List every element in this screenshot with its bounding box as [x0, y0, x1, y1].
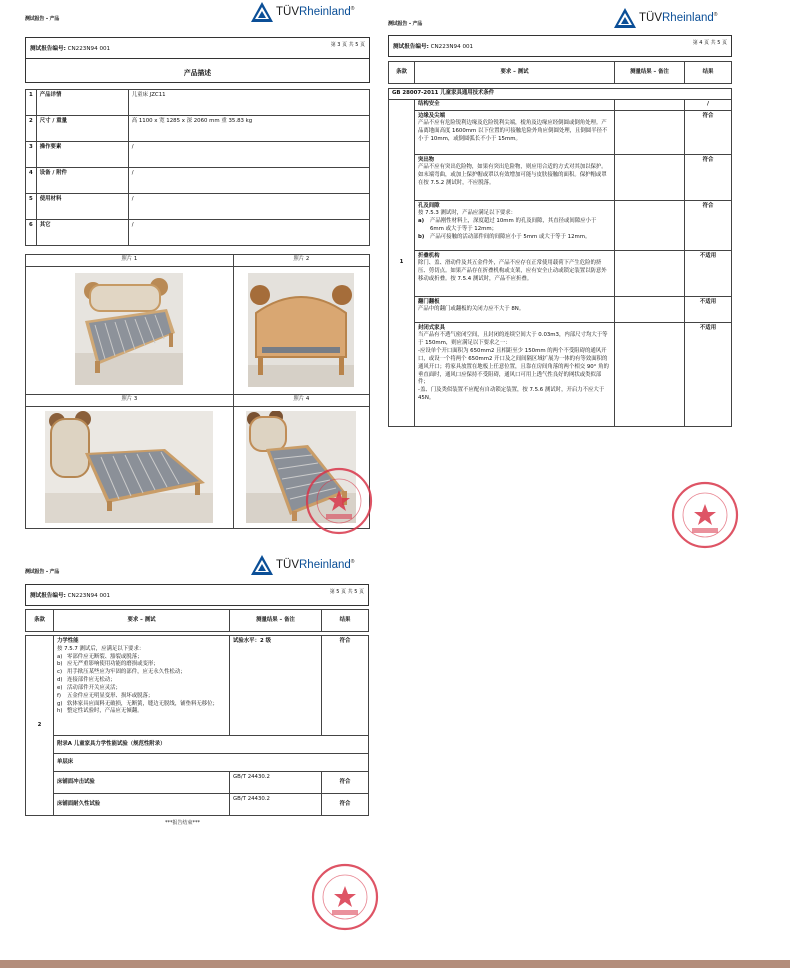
table-row: 床铺面耐久性试验 GB/T 24430.2 符合 — [26, 794, 369, 816]
header-label: 测试报告 – 产品 — [25, 569, 60, 575]
table-row: 5 使用材料 / — [26, 194, 370, 220]
column-header-table: 条款 要求 – 测试 测量结果 – 备注 结果 — [388, 61, 732, 84]
end-of-report-note: ***报告结束*** — [165, 820, 201, 826]
report-number-box: 测试报告编号: CN223N94 001 第 5 页 共 5 页 — [25, 584, 369, 606]
requirement-row: 2 力学性能 按 7.5.7 测试后，应满足以下要求： a) 零部件应无断裂、豁裂或脱落； b) 应无严重影响使用功能的磨损或变形； c) 用手揿压某些应为牢固的部件，应无永久性松动； d) 连接部件应无松动； e) 活动部件开关应灵活； f) 五金件应无明显变形、损坏或脱落； g) 软体家具应面料无破损，无断簧，缝边无脱线，铺垫料无移位； h) 整定性试验时，产品应无倾翻。 试验水平：2 级 符合 — [26, 636, 369, 736]
column-header-table: 条款 要求 – 测试 测量结果 – 备注 结果 — [25, 609, 369, 632]
inspection-seal-stamp — [670, 480, 740, 550]
bed-photo-1 — [75, 273, 183, 385]
report-page-4 — [388, 2, 732, 432]
photo-caption: 照片 1 — [26, 255, 234, 267]
photo-2-cell — [233, 267, 369, 395]
product-info-table — [25, 89, 370, 246]
tuv-triangle-icon — [251, 555, 273, 575]
tuv-logo: TÜVRheinland® — [614, 8, 717, 28]
page-header — [25, 555, 369, 577]
photo-caption: 照片 3 — [26, 395, 234, 407]
photo-3-cell — [26, 407, 234, 529]
page-number: 第 4 页 共 5 页 — [692, 40, 727, 46]
bottom-decorative-band — [0, 960, 790, 968]
clause-number: 2 — [26, 636, 54, 816]
mechanical-table — [25, 635, 369, 816]
section-title-box — [25, 59, 370, 83]
table-row: 6 其它 / — [26, 220, 370, 246]
report-number-box: 测试报告编号: CN223N94 001 第 4 页 共 5 页 — [388, 35, 732, 57]
inspection-seal-stamp — [310, 862, 380, 932]
table-row: 3 操作要素 / — [26, 142, 370, 168]
header-label: 测试报告 – 产品 — [388, 21, 423, 27]
requirement-row: 孔及间隙 按 7.5.3 测试时，产品应满足以下要求： a) 产品刚性材料上，深度超过 10mm 的孔及间隙，其直径或间隙应小于 6mm 或大于等于 12mm； b) 产品可接触的活动部件间的间隙应小于 5mm 或大于等于 12mm。 符合 — [389, 200, 732, 250]
table-row: 1 产品详情 儿童床 JZC11 — [26, 90, 370, 116]
photo-1-cell — [26, 267, 234, 395]
single-bed-row: 单层床 — [26, 754, 369, 772]
photo-caption: 照片 4 — [233, 395, 369, 407]
standard-title: GB 28007-2011 儿童家具通用技术条件 — [389, 89, 732, 100]
tuv-triangle-icon — [614, 8, 636, 28]
bed-photo-3 — [45, 411, 213, 523]
report-number-box: 测试报告编号: CN223N94 001 第 3 页 共 5 页 — [25, 37, 370, 59]
requirement-row: 边缘及尖端 产品不应有危险锐利边缘及危险锐利尖端，棱角及边缘应经倒圆或倒角处理。产品离地面高度 1600mm 以下位置的可接触危险外角应倒圆处理，且倒圆半径不小于 10mm，或倒圆弧长不小于 15mm。 符合 — [389, 110, 732, 154]
requirements-table: GB 28007-2011 儿童家具通用技术条件 1 结构安全 / 边缘及尖端 产品不应有危险锐利边缘及危险锐利尖端，棱角及边缘应经倒圆或倒角处理。产品离地面高度 1600mm 以下位置的可接触危险外角应倒圆处理，且倒圆半径不小于 10mm，或倒圆弧长不小于 15mm。 符合 突出物 产品不应有突出危险物，如果有突出危险物，则应用合适的方式对其加以保护。如末端弯曲，或加上保护帽或罩以有效增加可能与皮肤接触的面积。保护帽或罩在按 7.5.2 测试时，不应脱落。 符合 孔及间隙 按 7.5.3 测试时，产品应满足以下要求： a) 产品刚性材料上，深度超过 10mm 的孔及间隙，其直径或间隙应小于 6mm 或大于等于 12mm； b) 产品可接触的活动部件间的间隙应小于 5mm 或大于等于 12mm。 符合 折叠机构 除门、盖、滑动件及其五金件外，产品不应存在正常使用载荷下产生危险的挤压、剪切点。如果产品存在折叠机构或支架，应有安全止动或锁定装置以防意外移动或折叠。按 7.5.4 测试时，产品不应折叠。 不适用 翻门翻板 产品中的翻门或翻板的关闭力应不大于 8N。 不适用 封闭式家具 当产品有不透气密闭空间，且封闭的连续空间大于 0.03m3，内部尺寸均大于等于 150mm，则应满足以下要求之一： -应设单个开口面积为 650mm2 且相距至少 150mm 的两个不受阻碍的通风开口，或设一个将两个 650mm2 开口及之间间隔区域扩展为一体的有等效面积的通风开口；将家具放置在地板上任意位置，且靠在房间角落的两个相交 90° 角的垂直面时，通风口应保持不受阻碍，通风口可用上透气性良好的网状或类似部件； -盖、门及类似装置不应配有自动锁定装置，按 7.5.6 测试时，开启力不应大于 45N。 不适用 — [388, 88, 732, 427]
table-row: 4 设备 / 附件 / — [26, 168, 370, 194]
requirement-row: 封闭式家具 当产品有不透气密闭空间，且封闭的连续空间大于 0.03m3，内部尺寸均大于等于 150mm，则应满足以下要求之一： -应设单个开口面积为 650mm2 且相距至少 150mm 的两个不受阻碍的通风开口，或设一个将两个 650mm2 开口及之间间隔区域扩展为一体的有等效面积的通风开口；将家具放置在地板上任意位置，且靠在房间角落的两个相交 90° 角的垂直面时，通风口应保持不受阻碍，通风口可用上透气性良好的网状或类似部件； -盖、门及类似装置不应配有自动锁定装置，按 7.5.6 测试时，开启力不应大于 45N。 不适用 — [389, 322, 732, 426]
header-label: 测试报告 – 产品 — [25, 16, 60, 22]
section-title: 产品描述 — [183, 69, 212, 77]
annex-row: 附录A 儿童家具力学性能试验（规范性附录） — [26, 736, 369, 754]
clause-number: 1 — [389, 99, 415, 426]
table-row: 2 尺寸 / 重量 高 1100 x 宽 1285 x 深 2060 mm 重 35.83 kg — [26, 116, 370, 142]
inspection-seal-stamp — [304, 466, 374, 536]
report-page-3 — [25, 2, 370, 532]
page-header — [388, 2, 732, 27]
tuv-triangle-icon — [251, 2, 273, 22]
requirement-row: 翻门翻板 产品中的翻门或翻板的关闭力应不大于 8N。 不适用 — [389, 296, 732, 322]
tuv-logo: TÜVRheinland® — [251, 555, 354, 575]
photo-caption: 照片 2 — [233, 255, 369, 267]
requirement-row: 折叠机构 除门、盖、滑动件及其五金件外，产品不应存在正常使用载荷下产生危险的挤压、剪切点。如果产品存在折叠机构或支架，应有安全止动或锁定装置以防意外移动或折叠。按 7.5.4 测试时，产品不应折叠。 不适用 — [389, 250, 732, 296]
tuv-logo: TÜVRheinland® — [251, 2, 354, 22]
table-row: 床铺面冲击试验 GB/T 24430.2 符合 — [26, 772, 369, 794]
page-number: 第 3 页 共 5 页 — [330, 42, 365, 48]
page-number: 第 5 页 共 5 页 — [329, 589, 364, 595]
requirement-row: 突出物 产品不应有突出危险物，如果有突出危险物，则应用合适的方式对其加以保护。如末端弯曲，或加上保护帽或罩以有效增加可能与皮肤接触的面积。保护帽或罩在按 7.5.2 测试时，不应脱落。 符合 — [389, 154, 732, 200]
bed-photo-2 — [248, 273, 354, 387]
page-header — [25, 2, 370, 24]
report-page-5 — [25, 555, 369, 835]
